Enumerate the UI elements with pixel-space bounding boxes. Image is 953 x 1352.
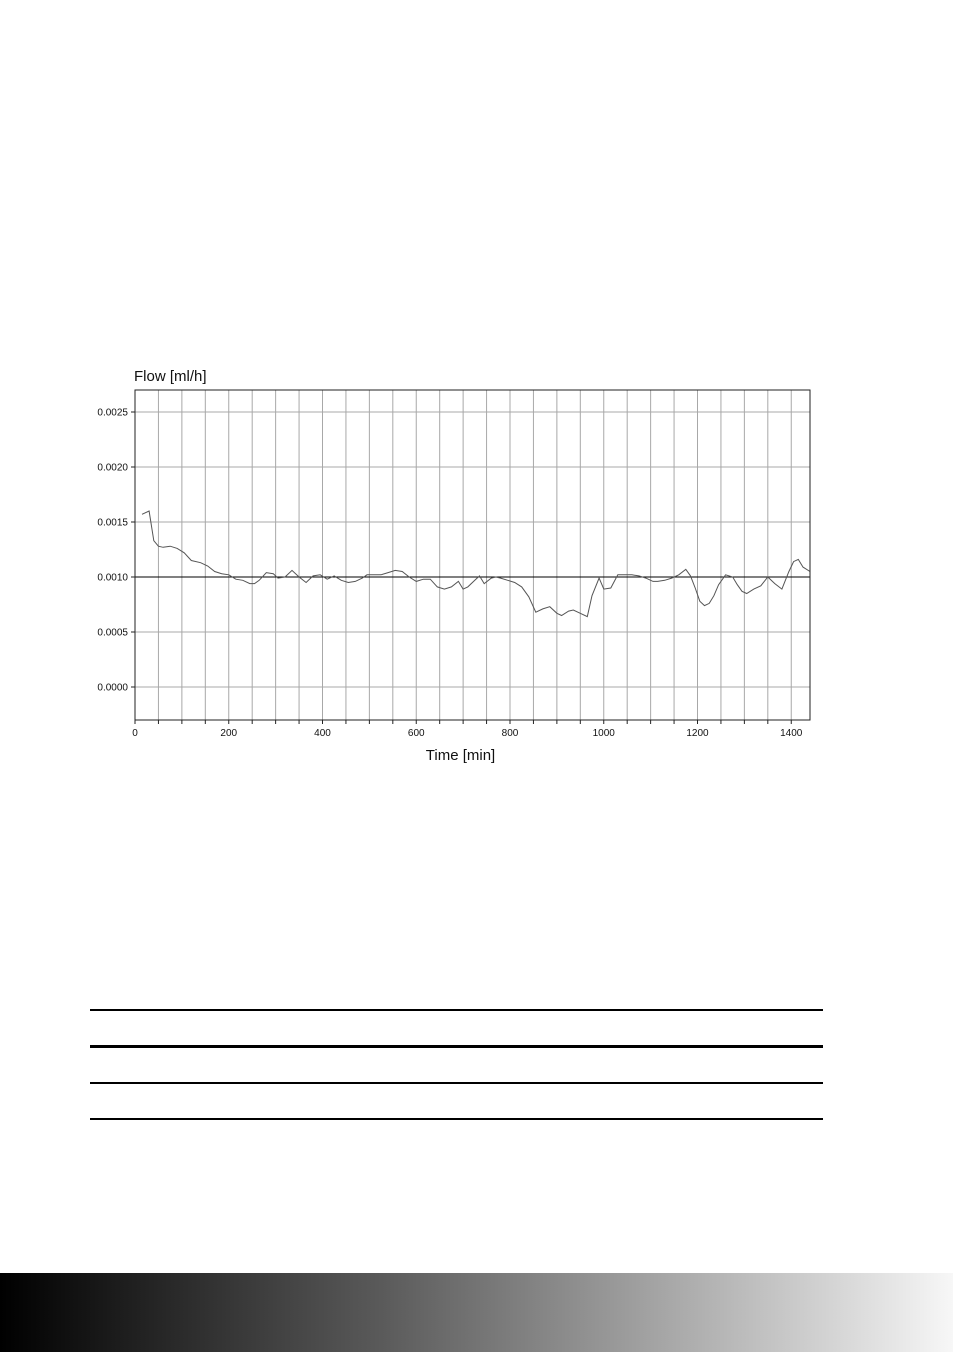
table-rule-3 [90, 1082, 823, 1084]
table-rule-4 [90, 1118, 823, 1120]
x-tick-label: 1400 [780, 728, 803, 739]
y-tick-label: 0.0000 [97, 682, 128, 694]
y-tick-label: 0.0015 [97, 517, 128, 529]
y-axis-title: Flow [ml/h] [134, 368, 207, 385]
x-tick-label: 1200 [686, 728, 709, 739]
y-tick-label: 0.0020 [97, 462, 128, 474]
y-tick-label: 0.0025 [97, 407, 128, 419]
footer-gradient-bar [0, 1273, 953, 1352]
x-tick-label: 600 [407, 728, 425, 739]
x-axis-title: Time [min] [425, 747, 496, 764]
x-tick-label: 0 [132, 728, 138, 739]
x-tick-label: 800 [501, 728, 519, 739]
plot-frame [135, 390, 810, 720]
y-tick-label: 0.0010 [97, 572, 128, 584]
y-tick-label: 0.0005 [97, 627, 128, 639]
ticks-layer [97, 408, 802, 740]
x-tick-label: 400 [314, 728, 331, 739]
x-tick-label: 1000 [592, 728, 615, 739]
table-rule-1 [90, 1009, 823, 1011]
x-tick-label: 200 [220, 728, 238, 739]
table-rule-2 [90, 1045, 823, 1048]
grid-layer [135, 390, 810, 720]
flow-series-line [142, 511, 810, 617]
